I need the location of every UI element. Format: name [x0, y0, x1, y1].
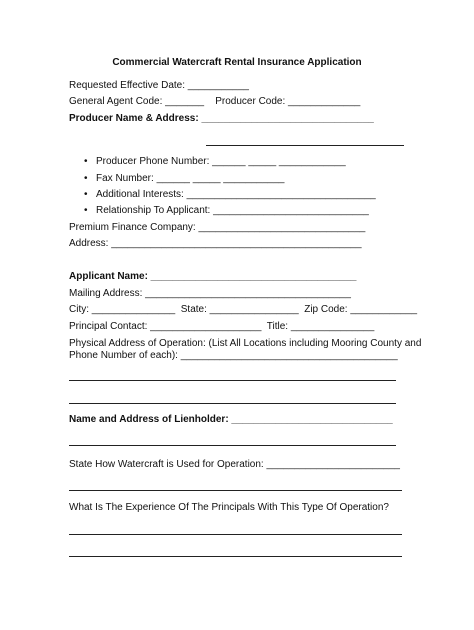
additional-interests-field[interactable]: Additional Interests: __________________________________ — [96, 189, 376, 200]
watercraft-use-line-2[interactable] — [69, 490, 402, 491]
producer-phone-field[interactable]: Producer Phone Number: ______ _____ ____________ — [96, 156, 346, 167]
requested-effective-date-field[interactable]: Requested Effective Date: ___________ — [69, 80, 249, 91]
premium-finance-company-field[interactable]: Premium Finance Company: ______________________________ — [69, 222, 366, 233]
applicant-name-field[interactable]: Applicant Name: _____________________________________ — [69, 271, 357, 282]
experience-answer-line-2[interactable] — [69, 556, 402, 557]
bullet-icon: • — [84, 173, 88, 184]
address-field[interactable]: Address: _____________________________________________ — [69, 238, 362, 249]
physical-address-line-2[interactable] — [69, 380, 396, 381]
physical-address-field[interactable]: Phone Number of each): _______________________________________ — [69, 350, 398, 361]
principal-contact-title-field[interactable]: Principal Contact: ____________________ Title: _______________ — [69, 321, 375, 332]
producer-name-address-field[interactable]: Producer Name & Address: _______________________________ — [69, 113, 374, 124]
bullet-icon: • — [84, 205, 88, 216]
physical-address-line-3[interactable] — [69, 403, 396, 404]
physical-address-label: Physical Address of Operation: (List All Locations including Mooring County and — [69, 338, 422, 349]
lienholder-field[interactable]: Name and Address of Lienholder: _____________________________ — [69, 414, 393, 425]
producer-address-line-2[interactable] — [206, 145, 404, 146]
city-state-zip-field[interactable]: City: _______________ State: ________________ Zip Code: ____________ — [69, 304, 418, 315]
bullet-icon: • — [84, 189, 88, 200]
experience-answer-line-1[interactable] — [69, 534, 402, 535]
lienholder-line-2[interactable] — [69, 445, 396, 446]
agent-producer-code-field[interactable]: General Agent Code: _______ Producer Code: _____________ — [69, 96, 361, 107]
bullet-icon: • — [84, 156, 88, 167]
relationship-to-applicant-field[interactable]: Relationship To Applicant: ____________________________ — [96, 205, 369, 216]
watercraft-use-field[interactable]: State How Watercraft is Used for Operation: ________________________ — [69, 459, 400, 470]
experience-question-label: What Is The Experience Of The Principals With This Type Of Operation? — [69, 502, 389, 513]
page-title: Commercial Watercraft Rental Insurance Application — [112, 57, 362, 68]
fax-number-field[interactable]: Fax Number: ______ _____ ___________ — [96, 173, 285, 184]
mailing-address-field[interactable]: Mailing Address: _____________________________________ — [69, 288, 351, 299]
